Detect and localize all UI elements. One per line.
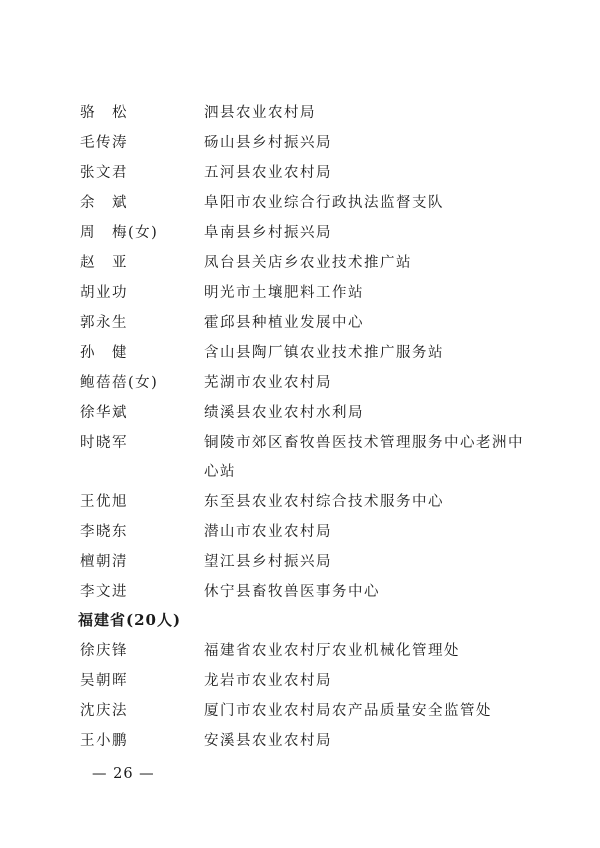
- organization-name: 休宁县畜牧兽医事务中心: [204, 584, 380, 600]
- person-name: 李晓东: [80, 524, 128, 540]
- list-row: [0, 699, 600, 729]
- person-name: 徐庆锋: [80, 643, 128, 659]
- organization-name: 明光市土壤肥料工作站: [204, 285, 364, 301]
- organization-name-continued: 心站: [204, 464, 236, 480]
- organization-name: 阜南县乡村振兴局: [204, 225, 332, 241]
- person-name: 王小鹏: [80, 733, 128, 749]
- section-heading: 福建省(20人): [78, 611, 182, 629]
- list-row: [0, 281, 600, 311]
- organization-name: 铜陵市郊区畜牧兽医技术管理服务中心老洲中: [204, 435, 524, 451]
- organization-name: 安溪县农业农村局: [204, 733, 332, 749]
- organization-name: 阜阳市农业综合行政执法监督支队: [204, 195, 444, 211]
- list-row: [0, 341, 600, 371]
- list-row: [0, 431, 600, 461]
- person-name: 孙 健: [80, 345, 128, 361]
- person-name: 鲍蓓蓓(女): [80, 375, 159, 391]
- list-row: [0, 251, 600, 281]
- list-row: [0, 191, 600, 221]
- person-name: 时晓军: [80, 435, 128, 451]
- list-row: [0, 101, 600, 131]
- person-name: 吴朝晖: [80, 673, 128, 689]
- list-row: [0, 669, 600, 699]
- list-row: [0, 639, 600, 669]
- organization-name: 厦门市农业农村局农产品质量安全监管处: [204, 703, 492, 719]
- list-row: [0, 490, 600, 520]
- organization-name: 福建省农业农村厅农业机械化管理处: [204, 643, 460, 659]
- list-row: [0, 131, 600, 161]
- person-name: 毛传涛: [80, 135, 128, 151]
- person-name: 沈庆法: [80, 703, 128, 719]
- person-name: 王优旭: [80, 494, 128, 510]
- list-row: [0, 729, 600, 759]
- list-row: [0, 371, 600, 401]
- person-name: 李文进: [80, 584, 128, 600]
- organization-name: 砀山县乡村振兴局: [204, 135, 332, 151]
- list-row: [0, 550, 600, 580]
- person-name: 檀朝清: [80, 554, 128, 570]
- list-row: [0, 161, 600, 191]
- organization-name: 望江县乡村振兴局: [204, 554, 332, 570]
- person-name: 徐华斌: [80, 405, 128, 421]
- organization-name: 霍邱县种植业发展中心: [204, 315, 364, 331]
- person-name: 郭永生: [80, 315, 128, 331]
- person-name: 赵 亚: [80, 255, 128, 271]
- organization-name: 绩溪县农业农村水利局: [204, 405, 364, 421]
- organization-name: 凤台县关店乡农业技术推广站: [204, 255, 412, 271]
- person-name: 胡业功: [80, 285, 128, 301]
- person-name: 余 斌: [80, 195, 128, 211]
- list-row: [0, 580, 600, 610]
- organization-name: 芜湖市农业农村局: [204, 375, 332, 391]
- person-name: 张文君: [80, 165, 128, 181]
- list-row: [0, 311, 600, 341]
- organization-name: 龙岩市农业农村局: [204, 673, 332, 689]
- organization-name: 东至县农业农村综合技术服务中心: [204, 494, 444, 510]
- organization-name: 泗县农业农村局: [204, 105, 316, 121]
- person-name: 骆 松: [80, 105, 128, 121]
- list-row-continuation: [0, 460, 600, 490]
- organization-name: 含山县陶厂镇农业技术推广服务站: [204, 345, 444, 361]
- list-row: [0, 221, 600, 251]
- page-number: — 26 —: [92, 766, 155, 782]
- organization-name: 五河县农业农村局: [204, 165, 332, 181]
- person-name: 周 梅(女): [80, 225, 159, 241]
- list-row: [0, 401, 600, 431]
- organization-name: 潜山市农业农村局: [204, 524, 332, 540]
- list-row: [0, 520, 600, 550]
